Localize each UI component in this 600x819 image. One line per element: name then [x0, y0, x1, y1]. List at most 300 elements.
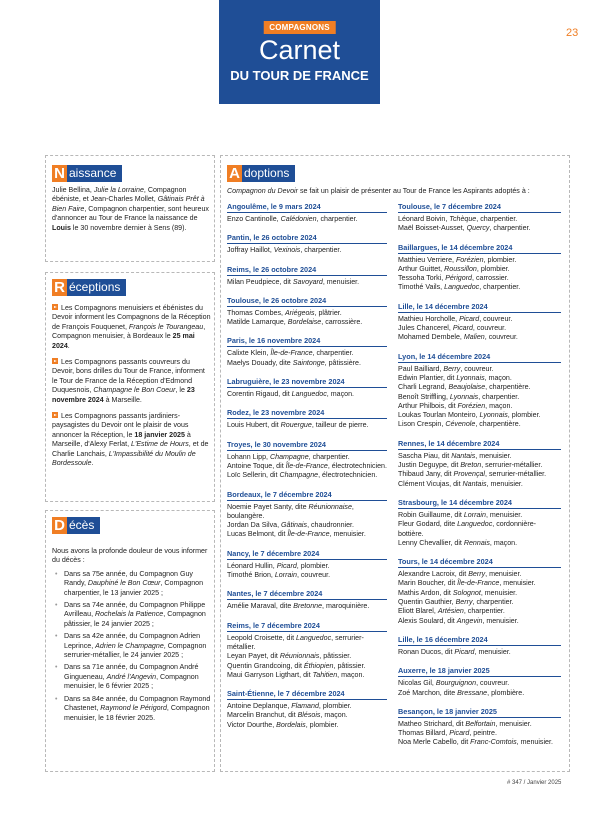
text-run: , couvreur. — [484, 333, 518, 342]
adoption-entry-heading: Lille, le 14 décembre 2024 — [398, 302, 561, 313]
text-run: Île-de-France — [285, 461, 328, 470]
text-run: 18 janvier 2025 — [134, 430, 185, 439]
text-run: Thomas Combes, — [227, 308, 285, 317]
adoption-entry — [398, 557, 561, 626]
adoption-entry-line — [398, 274, 561, 283]
text-run: 23 novembre 2024 — [52, 386, 195, 404]
text-run: Loukas Tourlan Monteiro, — [398, 411, 480, 420]
adoptions-intro — [227, 187, 565, 196]
text-run: , charpentier. — [479, 283, 521, 292]
adoption-entry-line — [398, 420, 561, 429]
text-run: Leyan Payet, dit — [227, 652, 280, 661]
text-run: Blésois — [297, 711, 321, 720]
text-run: Joffray Haillot, — [227, 246, 274, 255]
text-run: , électrotechnicien. — [318, 471, 378, 480]
adoption-entry-heading: Pantin, le 26 octobre 2024 — [227, 233, 387, 244]
text-run: Charli Legrand, — [398, 383, 449, 392]
text-run: Lyonnais — [479, 411, 508, 420]
text-run: Thibaud Jany, dit — [398, 470, 454, 479]
text-run: Mohamed Dembele, — [398, 333, 464, 342]
receptions-title — [52, 279, 126, 296]
text-run: Matheo Strichard, dit — [398, 719, 466, 728]
text-run: , plâtrier. — [314, 308, 342, 317]
deces-title-rest: écès — [67, 517, 100, 534]
text-run: , cordonnière-bottière. — [398, 520, 537, 538]
adoption-entry-line — [398, 607, 561, 616]
text-run: Berry — [468, 570, 486, 579]
receptions-box — [45, 272, 215, 502]
text-run: Picard — [454, 647, 475, 656]
adoption-entry-line — [227, 602, 387, 611]
text-run: Savoyard — [292, 277, 323, 286]
adoptions-title-letter: A — [227, 165, 242, 182]
text-run: Réunionnais — [279, 652, 320, 661]
text-run: , menuisier. — [485, 570, 522, 579]
text-run: Berry — [455, 598, 473, 607]
text-run: , serrurier-métallier. — [485, 470, 547, 479]
text-run: , Compagnon ébéniste, et Jean-Charles Mollet, — [52, 186, 187, 204]
text-run: Vexinois — [273, 246, 301, 255]
adoption-entry-heading: Nantes, le 7 décembre 2024 — [227, 589, 387, 600]
text-run: Picard — [459, 314, 480, 323]
text-run: Réunionnaise — [308, 502, 352, 511]
adoption-entry-heading: Lyon, le 14 décembre 2024 — [398, 352, 561, 363]
text-run: Mathieu Horcholle, — [398, 314, 460, 323]
adoption-entry-line — [398, 461, 561, 470]
adoption-entry — [227, 490, 387, 540]
text-run: Nantais — [462, 479, 487, 488]
adoption-entry-line — [398, 679, 561, 688]
text-run: Marcelin Branchut, dit — [227, 711, 298, 720]
adoption-entry-line — [227, 246, 387, 255]
text-run: Lucas Belmont, dit — [227, 530, 288, 539]
text-run: Matthieu Verriere, — [398, 255, 456, 264]
text-run: Zoé Marchon, dite — [398, 688, 458, 697]
adoption-entry-line — [227, 318, 387, 327]
adoption-entry-line — [227, 671, 387, 680]
adoption-entry-line — [398, 265, 561, 274]
adoption-entry-line — [398, 365, 561, 374]
adoption-entry-line — [398, 374, 561, 383]
text-run: Franc-Comtois — [470, 738, 517, 747]
deces-title — [52, 517, 100, 534]
text-run: Languedoc — [296, 633, 332, 642]
text-run: , charpentière. — [485, 383, 531, 392]
text-run: Léonard Boivin, — [398, 215, 450, 223]
adoption-entry-line — [398, 256, 561, 265]
text-run: , charpentier. — [476, 215, 518, 223]
deces-intro: Nous avons la profonde douleur de vous informer du décès : — [52, 547, 208, 565]
text-run: , menuisier. — [495, 719, 532, 728]
adoption-entry — [398, 666, 561, 698]
text-run: Sascha Piau, dit — [398, 451, 452, 460]
deces-item — [52, 632, 212, 660]
text-run: Gâtinais — [281, 521, 308, 530]
text-run: Louis Hubert, dit — [227, 421, 281, 430]
text-run: Île-de-France — [287, 530, 330, 539]
adoption-entry-line — [227, 215, 387, 224]
adoptions-title — [227, 165, 295, 182]
text-run: Justin Deguype, dit — [398, 461, 461, 470]
adoption-entry-line — [398, 215, 561, 224]
text-run: Tahitien — [312, 670, 338, 679]
text-run: Provençal — [453, 470, 486, 479]
text-run: Timothé Vails, — [398, 283, 445, 292]
text-run: Leopold Croisette, dit — [227, 633, 297, 642]
adoption-entry-line — [227, 530, 387, 539]
text-run: , menuisier. — [499, 579, 536, 588]
text-run: , pâtissier. — [319, 652, 352, 661]
adoption-entry-line — [398, 520, 561, 539]
adoption-entry-line — [398, 598, 561, 607]
text-run: , plombier. — [318, 702, 352, 711]
text-run: Edwin Plantier, dit — [398, 373, 457, 382]
adoption-entry-heading: Toulouse, le 7 décembre 2024 — [398, 202, 561, 213]
adoption-entry-heading: Tours, le 14 décembre 2024 — [398, 557, 561, 568]
adoption-entry — [227, 621, 387, 680]
adoption-entry — [398, 243, 561, 293]
deces-text — [52, 547, 212, 726]
text-run: Les Compagnons menuisiers et ébénistes du Devoir informent les Compagnons de la Réception de François Fouquenet, — [52, 304, 211, 331]
text-run: Dans sa 42e année, du Compagnon Adrien Leprince, — [64, 632, 201, 650]
adoption-entry-line — [398, 383, 561, 392]
text-run: , menuisier. — [480, 588, 518, 597]
adoption-entry — [227, 408, 387, 430]
text-run: Adrien le Champagne — [95, 641, 164, 650]
text-run: , couvreur. — [296, 571, 331, 580]
text-run: Dans sa 84e année, du Compagnon Raymond Chastenet, — [64, 694, 211, 713]
text-run: Julie Bellina, — [52, 186, 94, 194]
text-run: Benoît Striffling, — [398, 392, 450, 401]
text-run: Bretonne — [293, 602, 323, 611]
reception-paragraph — [52, 304, 212, 351]
text-run: , maçon. — [485, 401, 513, 410]
text-run: . — [91, 459, 94, 468]
text-run: le 30 novembre dernier à Sens (89). — [70, 223, 187, 232]
adoption-entry-line — [227, 421, 387, 430]
text-run: Les Compagnons passants jardiniers-paysagistes du Devoir ont le plaisir de vous annoncer la Réception, le — [52, 412, 189, 439]
text-run: , chaudronnier. — [307, 521, 354, 530]
text-run: Nicolas Gil, — [398, 679, 436, 688]
adoption-entry-heading: Labruguière, le 23 novembre 2024 — [227, 377, 387, 388]
text-run: , Compagnon serrurier-métallier, le 24 janvier 2025 ; — [64, 641, 207, 660]
text-run: , serrurier-métallier. — [481, 461, 543, 470]
text-run: André l'Angevin — [106, 672, 157, 681]
text-run: Mathis Ardon, dit — [398, 588, 453, 597]
text-run: Île-de-France — [457, 579, 500, 588]
text-run: , tailleur de pierre. — [311, 421, 369, 430]
text-run: Arthur Philbois, dit — [398, 401, 458, 410]
text-run: , maroquinière. — [322, 602, 370, 611]
adoption-entry-line — [227, 562, 387, 571]
text-run: Victor Dourthe, — [227, 720, 277, 729]
adoption-entry-line — [398, 617, 561, 626]
text-run: Rennais — [463, 538, 490, 547]
page-title: Carnet — [258, 35, 341, 65]
adoption-entry-line — [398, 511, 561, 520]
deces-title-letter: D — [52, 517, 67, 534]
adoption-entry-line — [398, 452, 561, 461]
arrow-bullet-icon — [52, 358, 58, 364]
text-run: Languedoc — [444, 283, 480, 292]
adoption-entry-line — [398, 324, 561, 333]
deces-list — [52, 570, 212, 723]
text-run: , menuisier. — [329, 530, 366, 539]
text-run: , Compagnon charpentier, sont heureux d'annoncer au Tour de France la naissance de — [52, 204, 209, 223]
adoption-entry-line — [227, 634, 387, 653]
adoption-entry — [227, 549, 387, 581]
text-run: , Compagnon menuisier, le 18 février 2025. — [64, 704, 210, 722]
text-run: , menuisier. — [322, 277, 360, 286]
text-run: Île-de-France — [270, 349, 313, 358]
text-run: Rouergue — [280, 421, 312, 430]
adoption-entry-line — [227, 359, 387, 368]
text-run: , maçon. — [489, 538, 518, 547]
naissance-title — [52, 165, 122, 182]
text-run: Artésien — [437, 607, 464, 616]
text-run: Les Compagnons passants couvreurs du Devoir, bons drilles du Tour de France, informent le Tour de France de la Réception d'Edmond Duquesnois, — [52, 358, 205, 395]
text-run: Éthiopien — [303, 661, 334, 670]
text-run: Compagnon du Devoir — [227, 187, 298, 195]
adoption-entry-line — [398, 402, 561, 411]
text-run: 25 mai 2024 — [52, 332, 195, 350]
text-run: , plombier. — [483, 255, 517, 264]
text-run: à Marseille, d'Alexy Ferlat, — [52, 430, 191, 449]
text-run: , et de Charlie Lanchais, — [52, 440, 209, 458]
adoption-entry — [398, 352, 561, 430]
text-run: , carrossier. — [472, 274, 509, 283]
text-run: Lyonnais — [449, 392, 479, 401]
text-run: Maui Garryson Ligthart, dit — [227, 670, 313, 679]
adoption-entry-line — [227, 471, 387, 480]
adoptions-title-rest: doptions — [242, 165, 295, 182]
text-run: . — [67, 341, 70, 350]
text-run: Languedoc — [457, 520, 493, 529]
text-run: , serrurier-métallier. — [227, 633, 364, 651]
text-run: , électrotechnicien. — [327, 461, 387, 470]
text-run: Champagne — [270, 452, 309, 461]
text-run: François le Tourangeau — [128, 322, 204, 331]
text-run: Quentin Gauthier, — [398, 598, 456, 607]
text-run: , charpentier. — [312, 349, 354, 358]
adoption-entry — [227, 233, 387, 255]
deces-item — [52, 663, 212, 691]
text-run: , charpentier. — [472, 598, 514, 607]
text-run: Périgord — [445, 274, 473, 283]
adoption-entry-line — [227, 571, 387, 580]
text-run: Loïc Sellerin, dit — [227, 471, 280, 480]
adoption-entry-heading: Strasbourg, le 14 décembre 2024 — [398, 498, 561, 509]
text-run: Saintonge — [292, 358, 325, 367]
adoption-entry-line — [227, 503, 387, 522]
deces-item — [52, 570, 212, 598]
text-run: Rochelais la Patience — [95, 610, 164, 619]
receptions-text — [52, 297, 212, 469]
arrow-bullet-icon — [52, 412, 58, 418]
text-run: , maçon. — [337, 670, 365, 679]
text-run: Raymond le Périgord — [100, 704, 167, 713]
text-run: , Compagnon menuisier, à Bordeaux le — [52, 322, 206, 341]
text-run: Champagne le Bon Coeur — [93, 386, 176, 395]
text-run: Picard — [452, 324, 473, 333]
text-run: Lorrain — [463, 510, 486, 519]
text-run: , menuisier. — [486, 479, 523, 488]
naissance-box — [45, 155, 215, 262]
adoption-entry-line — [227, 309, 387, 318]
adoption-entry-line — [398, 470, 561, 479]
text-run: , maçon. — [326, 390, 354, 399]
text-run: Cévenole — [445, 420, 476, 429]
text-run: Alexis Soulard, dit — [398, 616, 457, 625]
text-run: Léonard Hullin, — [227, 561, 277, 570]
text-run: Gâtinais Prêt à Bien Faire — [52, 195, 205, 213]
text-run: Belfortain — [465, 719, 496, 728]
text-run: Calédonien — [280, 215, 317, 223]
text-run: , couvreur. — [476, 679, 510, 688]
text-run: Bourguignon — [435, 679, 477, 688]
text-run: Roussillon — [444, 264, 477, 273]
text-run: Timothé Brion, — [227, 571, 275, 580]
text-run: Marin Boucher, dit — [398, 579, 458, 588]
adoption-entry — [227, 440, 387, 481]
text-run: , plombier. — [305, 720, 339, 729]
adoption-entry — [227, 377, 387, 399]
text-run: Angevin — [456, 616, 483, 625]
text-run: Calixte Klein, — [227, 349, 271, 358]
text-run: Jules Chancerel, — [398, 324, 453, 333]
text-run: Quercy — [466, 224, 490, 233]
text-run: Languedoc — [291, 390, 327, 399]
text-run: Antoine Toque, dit — [227, 461, 286, 470]
text-run: Flamand — [291, 702, 319, 711]
adoptions-column-right — [398, 202, 561, 757]
text-run: se fait un plaisir de présenter au Tour de France les Aspirants adoptés à : — [297, 187, 530, 195]
text-run: , Compagnon charpentier, le 13 janvier 2025 ; — [64, 579, 204, 597]
text-run: Bordelaise — [287, 318, 322, 327]
text-run: Dans sa 75e année, du Compagnon Guy Randy, — [64, 569, 193, 588]
text-run: Berry — [443, 364, 461, 373]
adoptions-column-left — [227, 202, 387, 739]
text-run: Picard — [276, 561, 297, 570]
deces-box — [45, 510, 215, 772]
text-run: , charpentier. — [478, 392, 520, 401]
adoption-entry — [398, 635, 561, 657]
adoption-entry-heading: Paris, le 16 novembre 2024 — [227, 336, 387, 347]
adoption-entry-heading: Nancy, le 7 décembre 2024 — [227, 549, 387, 560]
adoption-entry-heading: Rennes, le 14 décembre 2024 — [398, 439, 561, 450]
text-run: Louis — [52, 223, 71, 232]
text-run: , menuisier. — [482, 616, 519, 625]
arrow-bullet-icon — [52, 304, 58, 310]
adoption-entry — [227, 202, 387, 224]
text-run: Enzo Cantinolle, — [227, 215, 281, 223]
adoption-entry-heading: Angoulême, le 9 mars 2024 — [227, 202, 387, 213]
adoption-entry-heading: Troyes, le 30 novembre 2024 — [227, 440, 387, 451]
text-run: , couvreur. — [460, 364, 494, 373]
text-run: Fleur Godard, dite — [398, 520, 458, 529]
naissance-title-rest: aissance — [67, 165, 122, 182]
page-subtitle: DU TOUR DE FRANCE — [230, 68, 369, 83]
adoption-entry-line — [227, 453, 387, 462]
deces-item — [52, 601, 212, 629]
adoption-entry — [227, 589, 387, 611]
text-run: Thomas Billard, — [398, 729, 450, 738]
text-run: Nantais — [451, 451, 476, 460]
adoption-entry-heading: Toulouse, le 26 octobre 2024 — [227, 296, 387, 307]
text-run: , charpentier. — [316, 215, 358, 223]
adoption-entry-heading: Bordeaux, le 7 décembre 2024 — [227, 490, 387, 501]
adoption-entry — [227, 296, 387, 328]
text-run: Arthur Guittet, — [398, 264, 445, 273]
adoption-entry-line — [227, 711, 387, 720]
receptions-title-rest: éceptions — [67, 279, 126, 296]
adoption-entry-line — [398, 720, 561, 729]
adoption-entry-heading: Rodez, le 23 novembre 2024 — [227, 408, 387, 419]
text-run: , le — [175, 386, 187, 395]
text-run: , menuisier. — [485, 510, 523, 519]
text-run: Julie la Lorraine — [93, 186, 144, 194]
text-run: Forézien — [457, 401, 486, 410]
adoption-entry-heading: Saint-Étienne, le 7 décembre 2024 — [227, 689, 387, 700]
adoption-entry-line — [227, 349, 387, 358]
adoption-entry-line — [398, 648, 561, 657]
adoption-entry — [398, 202, 561, 234]
adoption-entry-line — [398, 729, 561, 738]
adoption-entry-line — [398, 411, 561, 420]
adoptions-box — [220, 155, 570, 772]
adoption-entry — [227, 265, 387, 287]
text-run: Eliott Blarel, — [398, 607, 438, 616]
text-run: Quentin Grandcoing, dit — [227, 661, 304, 670]
text-run: Lyonnais — [456, 373, 485, 382]
naissance-text — [52, 186, 212, 233]
adoption-entry-line — [227, 702, 387, 711]
text-run: , plombier. — [296, 561, 330, 570]
text-run: Matilde Lamarque, — [227, 318, 288, 327]
text-run: Noemie Payet Santy, dite — [227, 502, 309, 511]
text-run: , charpentière. — [475, 420, 521, 429]
text-run: Picard — [449, 729, 470, 738]
text-run: , charpentier. — [489, 224, 531, 233]
text-run: , couvreur. — [479, 314, 513, 323]
adoption-entry-heading: Baillargues, le 14 décembre 2024 — [398, 243, 561, 254]
text-run: , peintre. — [469, 729, 497, 738]
text-run: , plombière. — [487, 688, 525, 697]
naissance-title-letter: N — [52, 165, 67, 182]
deces-item — [52, 695, 212, 723]
text-run: , charpentier. — [300, 246, 342, 255]
text-run: Beaujolaise — [448, 383, 486, 392]
text-run: Noa Merle Cabello, dit — [398, 738, 471, 747]
text-run: Dans sa 74e année, du Compagnon Philippe Avrilleau, — [64, 601, 206, 619]
text-run: Tessoha Torki, — [398, 274, 446, 283]
text-run: , carrossière. — [321, 318, 363, 327]
text-run: Paul Bailliard, — [398, 364, 444, 373]
adoption-entry — [227, 336, 387, 368]
text-run: , menuisier. — [475, 451, 512, 460]
adoption-entry-line — [398, 579, 561, 588]
adoption-entry-line — [227, 390, 387, 399]
adoption-entry — [227, 689, 387, 730]
text-run: , plombier. — [507, 411, 541, 420]
text-run: Dauphiné le Bon Cœur — [87, 579, 161, 588]
adoption-entry-heading: Reims, le 26 octobre 2024 — [227, 265, 387, 276]
text-run: Dans sa 71e année, du Compagnon André Gingueneau, — [64, 663, 199, 681]
reception-paragraph — [52, 412, 212, 468]
text-run: Clément Vicujas, dit — [398, 479, 463, 488]
text-run: , maçon. — [320, 711, 348, 720]
text-run: Tchèque — [449, 215, 477, 223]
